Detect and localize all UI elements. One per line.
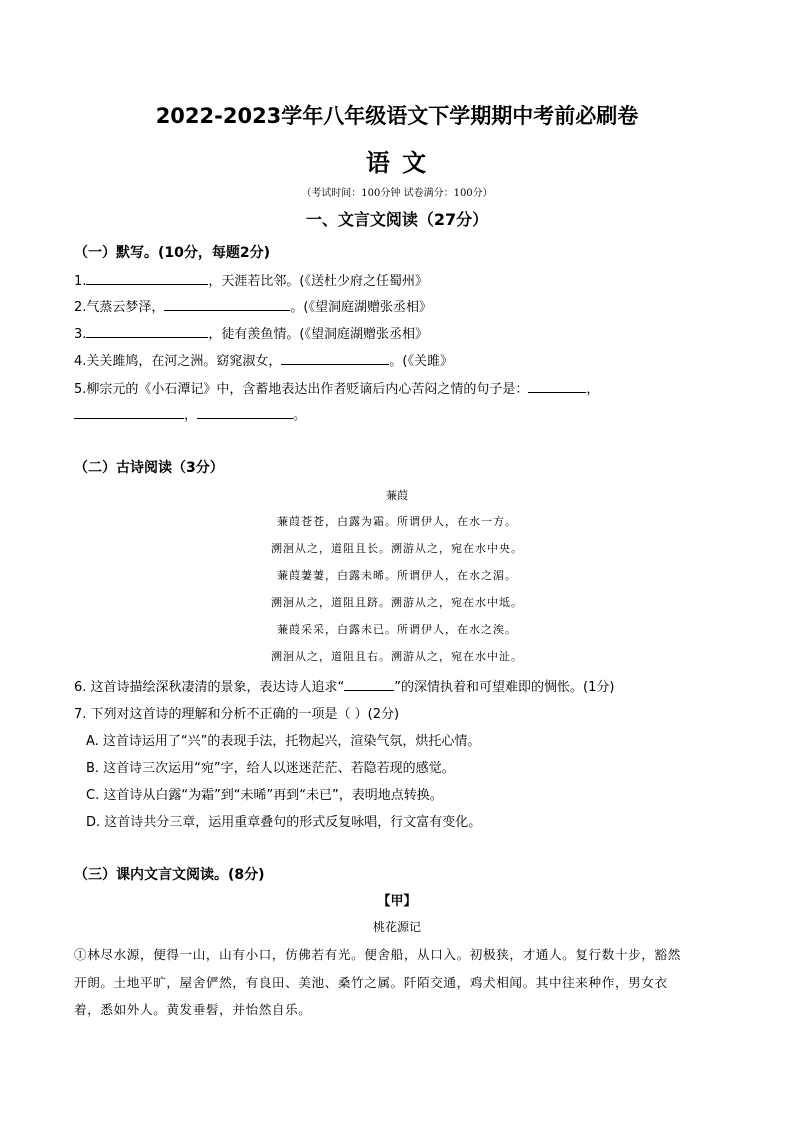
- q5-blank-1[interactable]: [528, 380, 586, 393]
- part3-heading: （三）课内文言文阅读。(8分): [74, 867, 265, 883]
- poem-line: 溯洄从之，道阻且右。溯游从之，宛在水中沚。: [271, 650, 523, 663]
- section-title: 一、文言文阅读（27分）: [305, 210, 489, 229]
- part2-heading: （二）古诗阅读（3分）: [74, 460, 224, 476]
- q5-blank-2[interactable]: [74, 406, 184, 419]
- q3-blank[interactable]: [86, 325, 208, 338]
- q6-pre: 6. 这首诗描绘深秋凄清的景象，表达诗人追求“: [74, 680, 345, 695]
- question-6: [74, 676, 614, 695]
- passage-text: ①林尽水源，便得一山，山有小口，仿佛若有光。便舍船，从口入。初极狭，才通人。复行数十步，豁然开朗。土地平旷，屋舍俨然，有良田、美池、桑竹之属。阡陌交通，鸡犬相闻。其中往来种作，男女衣着，悉如外人。黄发垂髫，并怡然自乐。: [74, 947, 681, 1017]
- poem-line: 溯洄从之，道阻且跻。溯游从之，宛在水中坻。: [271, 596, 523, 609]
- poem-line: 溯洄从之，道阻且长。溯游从之，宛在水中央。: [271, 542, 523, 555]
- part1-heading: （一）默写。(10分，每题2分): [74, 245, 271, 261]
- q2-post: 。(《望洞庭湖赠张丞相》: [290, 300, 432, 315]
- q1-blank[interactable]: [86, 272, 208, 285]
- passage-label: 【甲】: [377, 894, 417, 909]
- question-5-line2: [74, 404, 306, 423]
- question-5-line1: [74, 378, 599, 397]
- poem-title: 蒹葭: [386, 489, 408, 502]
- q1-text: ，天涯若比邻。(《送杜少府之任蜀州》: [208, 274, 428, 289]
- q5-comma-2: ，: [184, 408, 198, 423]
- option-d: D. 这首诗共分三章，运用重章叠句的形式反复咏唱，行文富有变化。: [86, 815, 482, 830]
- question-3: [74, 323, 428, 342]
- subject-title: 语 文: [365, 149, 429, 177]
- option-b: B. 这首诗三次运用“宛”字，给人以迷迷茫茫、若隐若现的感觉。: [86, 761, 455, 776]
- poem-line: 蒹葭采采，白露未已。所谓伊人，在水之涘。: [277, 623, 517, 636]
- q5-blank-3[interactable]: [197, 406, 293, 419]
- option-a: A. 这首诗运用了“兴”的表现手法，托物起兴，渲染气氛，烘托心情。: [86, 734, 481, 749]
- q6-blank[interactable]: [344, 678, 394, 691]
- question-1: [74, 270, 428, 289]
- exam-info: （考试时间：100分钟 试卷满分：100分）: [301, 188, 493, 199]
- q5-period: 。: [293, 408, 307, 423]
- q5-text: 5.柳宗元的《小石潭记》中，含蓄地表达出作者贬谪后内心苦闷之情的句子是：: [74, 382, 529, 397]
- q5-comma: ，: [586, 382, 600, 397]
- exam-title: 2022-2023学年八年级语文下学期期中考前必刷卷: [155, 104, 639, 128]
- poem-line: 蒹葭萋萋，白露未晞。所谓伊人，在水之湄。: [277, 569, 517, 582]
- q2-pre: 2.气蒸云梦泽，: [74, 300, 165, 315]
- poem-line: 蒹葭苍苍，白露为霜。所谓伊人，在水一方。: [277, 515, 517, 528]
- question-7-stem: 7. 下列对这首诗的理解和分析不正确的一项是（ ）(2分): [74, 707, 400, 722]
- q1-number: 1.: [74, 274, 87, 289]
- q4-pre: 4.关关雎鸠，在河之洲。窈窕淑女，: [74, 354, 282, 369]
- question-2: [74, 296, 432, 315]
- q6-post: ”的深情执着和可望难即的惆怅。(1分): [394, 680, 615, 695]
- option-c: C. 这首诗从白露“为霜”到“未晞”再到“未已”，表明地点转换。: [86, 788, 443, 803]
- question-4: [74, 350, 453, 369]
- q3-text: ，徒有羡鱼情。(《望洞庭湖赠张丞相》: [208, 327, 428, 342]
- passage-title: 桃花源记: [372, 920, 421, 934]
- q4-post: 。(《关雎》: [389, 354, 453, 369]
- q3-number: 3.: [74, 327, 87, 342]
- q2-blank[interactable]: [164, 298, 290, 311]
- q4-blank[interactable]: [281, 352, 389, 365]
